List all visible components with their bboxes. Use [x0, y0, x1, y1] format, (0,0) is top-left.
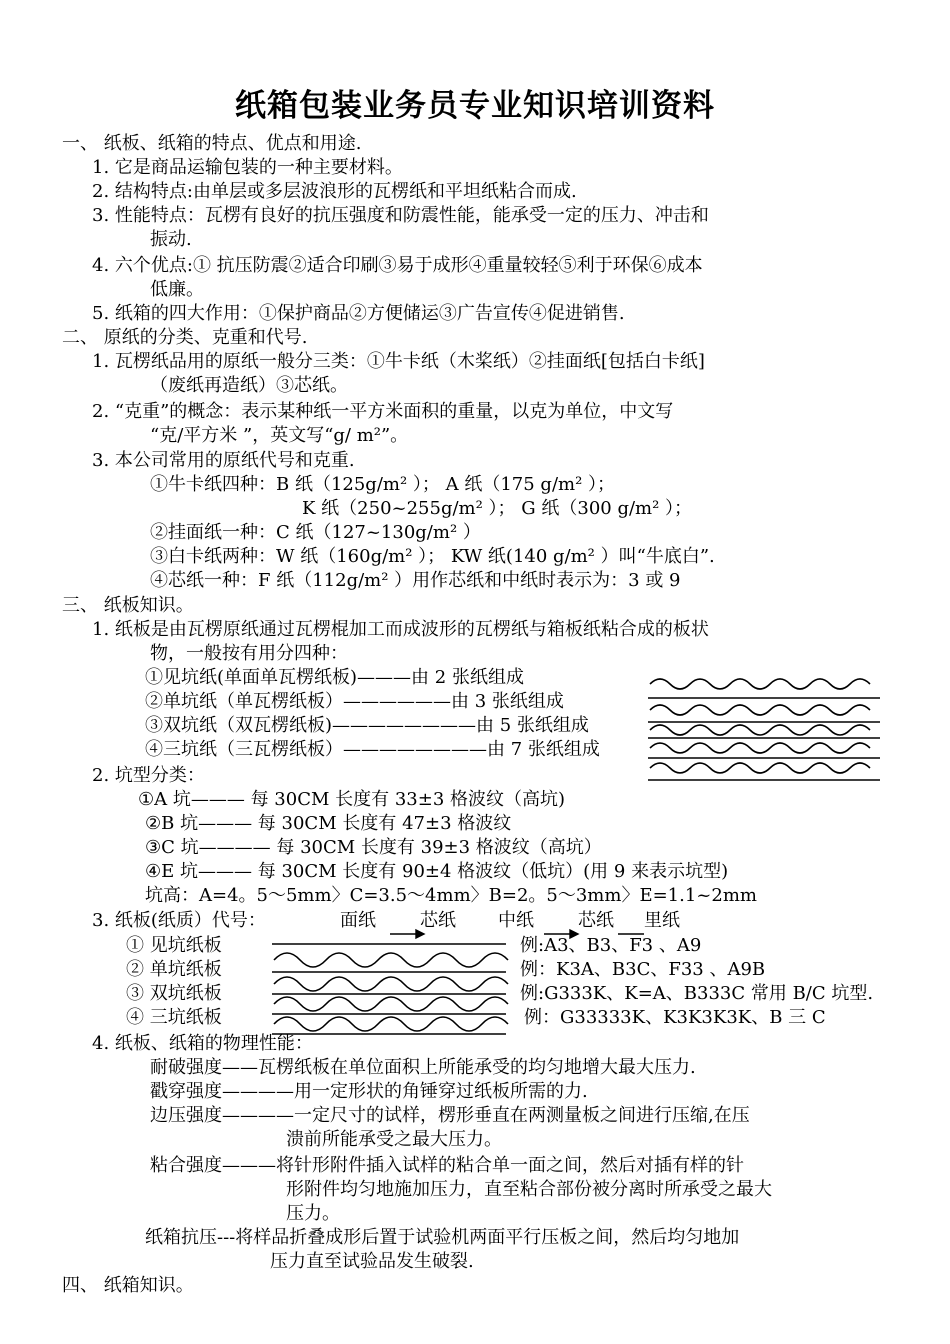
corrugated-layers-illustration	[646, 672, 886, 792]
s3-item-1: 1. 纸板是由瓦楞原纸通过瓦楞棍加工而成波形的瓦楞纸与箱板纸粘合成的板状	[92, 619, 709, 640]
s2-item-2-cont: “克/平方米 ”，英文写“g/ m²”。	[150, 425, 409, 446]
page-title: 纸箱包装业务员专业知识培训资料	[235, 88, 715, 124]
s3-item-1-cont: 物，一般按有用分四种：	[150, 643, 348, 664]
board-code-2: ② 单坑纸板	[126, 959, 222, 980]
section-4-heading: 四、 纸箱知识。	[62, 1275, 194, 1296]
board-type-4: ④三坑纸（三瓦楞纸板）————————由 7 张纸组成	[145, 739, 600, 760]
board-code-1: ① 见坑纸板	[126, 935, 222, 956]
code-label-middle: 中纸	[498, 910, 534, 931]
paper-line-3: ②挂面纸一种：C 纸（127~130g/m² ）	[150, 522, 481, 543]
board-example-4: 例：G33333K、K3K3K3K、B 三 C	[524, 1007, 826, 1028]
code-label-face: 面纸	[340, 910, 376, 931]
s3-item-2: 2. 坑型分类：	[92, 765, 205, 786]
board-example-3: 例:G333K、K=A、B333C 常用 B/C 坑型.	[520, 983, 874, 1004]
board-type-3: ③双坑纸（双瓦楞纸板)————————由 5 张纸组成	[145, 715, 589, 736]
board-example-2: 例：K3A、B3C、F33 、A9B	[520, 959, 766, 980]
board-type-1: ①见坑纸(单面单瓦楞纸板)———由 2 张纸组成	[145, 667, 524, 688]
s2-item-1-cont: （废纸再造纸）③芯纸。	[150, 375, 348, 396]
paper-line-5: ④芯纸一种：F 纸（112g/m² ）用作芯纸和中纸时表示为：3 或 9	[150, 570, 681, 591]
property-bonding-cont-2: 压力。	[286, 1203, 340, 1224]
board-code-4: ④ 三坑纸板	[126, 1007, 222, 1028]
paper-line-1: ①牛卡纸四种：B 纸（125g/m² ）； A 纸（175 g/m² ）；	[150, 474, 616, 495]
board-code-3: ③ 双坑纸板	[126, 983, 222, 1004]
board-code-illustration	[270, 938, 510, 1038]
flute-type-a: ①A 坑——— 每 30CM 长度有 33±3 格波纹（高坑)	[138, 789, 566, 810]
s1-item-2: 2. 结构特点:由单层或多层波浪形的瓦楞纸和平坦纸粘合而成.	[92, 181, 577, 202]
property-box-compression-cont: 压力直至试验品发生破裂.	[270, 1251, 474, 1272]
board-type-2: ②单坑纸（单瓦楞纸板）——————由 3 张纸组成	[145, 691, 564, 712]
s1-item-3-cont: 振动.	[150, 229, 192, 250]
property-box-compression: 纸箱抗压---将样品折叠成形后置于试验机两面平行压板之间，然后均匀地加	[145, 1227, 740, 1248]
s1-item-3: 3. 性能特点：瓦楞有良好的抗压强度和防震性能，能承受一定的压力、冲击和	[92, 205, 709, 226]
flute-type-c: ③C 坑———— 每 30CM 长度有 39±3 格波纹（高坑）	[145, 837, 602, 858]
paper-line-4: ③白卡纸两种：W 纸（160g/m² ）； KW 纸(140 g/m² ）叫“牛底白”.	[150, 546, 715, 567]
s1-item-4: 4. 六个优点:① 抗压防震②适合印刷③易于成形④重量较轻⑤利于环保⑥成本	[92, 255, 703, 276]
s3-item-3: 3. 纸板(纸质）代号：	[92, 910, 266, 931]
s2-item-3: 3. 本公司常用的原纸代号和克重.	[92, 450, 355, 471]
s2-item-1: 1. 瓦楞纸品用的原纸一般分三类：①牛卡纸（木桨纸）②挂面纸[包括白卡纸]	[92, 351, 705, 372]
code-label-flute-2: 芯纸	[578, 910, 614, 931]
flute-type-b: ②B 坑——— 每 30CM 长度有 47±3 格波纹	[145, 813, 512, 834]
property-edge-crush: 边压强度————一定尺寸的试样，楞形垂直在两测量板之间进行压缩,在压	[150, 1105, 750, 1126]
paper-line-2: K 纸（250~255g/m² ）； G 纸（300 g/m² ）；	[302, 498, 693, 519]
section-2-heading: 二、 原纸的分类、克重和代号.	[62, 327, 308, 348]
property-edge-crush-cont: 溃前所能承受之最大压力。	[286, 1129, 502, 1150]
property-bonding-cont-1: 形附件均匀地施加压力，直至粘合部份被分离时所承受之最大	[286, 1179, 772, 1200]
s1-item-4-cont: 低廉。	[150, 279, 204, 300]
code-label-flute-1: 芯纸	[420, 910, 456, 931]
s1-item-1: 1. 它是商品运输包装的一种主要材料。	[92, 157, 403, 178]
property-bonding: 粘合强度———将针形附件插入试样的粘合单一面之间，然后对插有样的针	[150, 1155, 744, 1176]
s2-item-2: 2. “克重”的概念：表示某种纸一平方米面积的重量，以克为单位，中文写	[92, 401, 674, 422]
property-burst: 耐破强度——瓦楞纸板在单位面积上所能承受的均匀地增大最大压力.	[150, 1057, 696, 1078]
property-puncture: 戳穿强度————用一定形状的角锤穿过纸板所需的力.	[150, 1081, 588, 1102]
section-1-heading: 一、 纸板、纸箱的特点、优点和用途.	[62, 133, 362, 154]
code-label-liner: 里纸	[644, 910, 680, 931]
board-example-1: 例:A3、B3、F3 、A9	[520, 935, 702, 956]
s3-item-4: 4. 纸板、纸箱的物理性能：	[92, 1033, 313, 1054]
flute-type-e: ④E 坑——— 每 30CM 长度有 90±4 格波纹（低坑）(用 9 来表示坑型)	[145, 861, 729, 882]
section-3-heading: 三、 纸板知识。	[62, 595, 194, 616]
flute-heights: 坑高：A=4。5～5mm〉C=3.5～4mm〉B=2。5～3mm〉E=1.1~2mm	[145, 885, 757, 906]
s1-item-5: 5. 纸箱的四大作用：①保护商品②方便储运③广告宣传④促进销售.	[92, 303, 625, 324]
